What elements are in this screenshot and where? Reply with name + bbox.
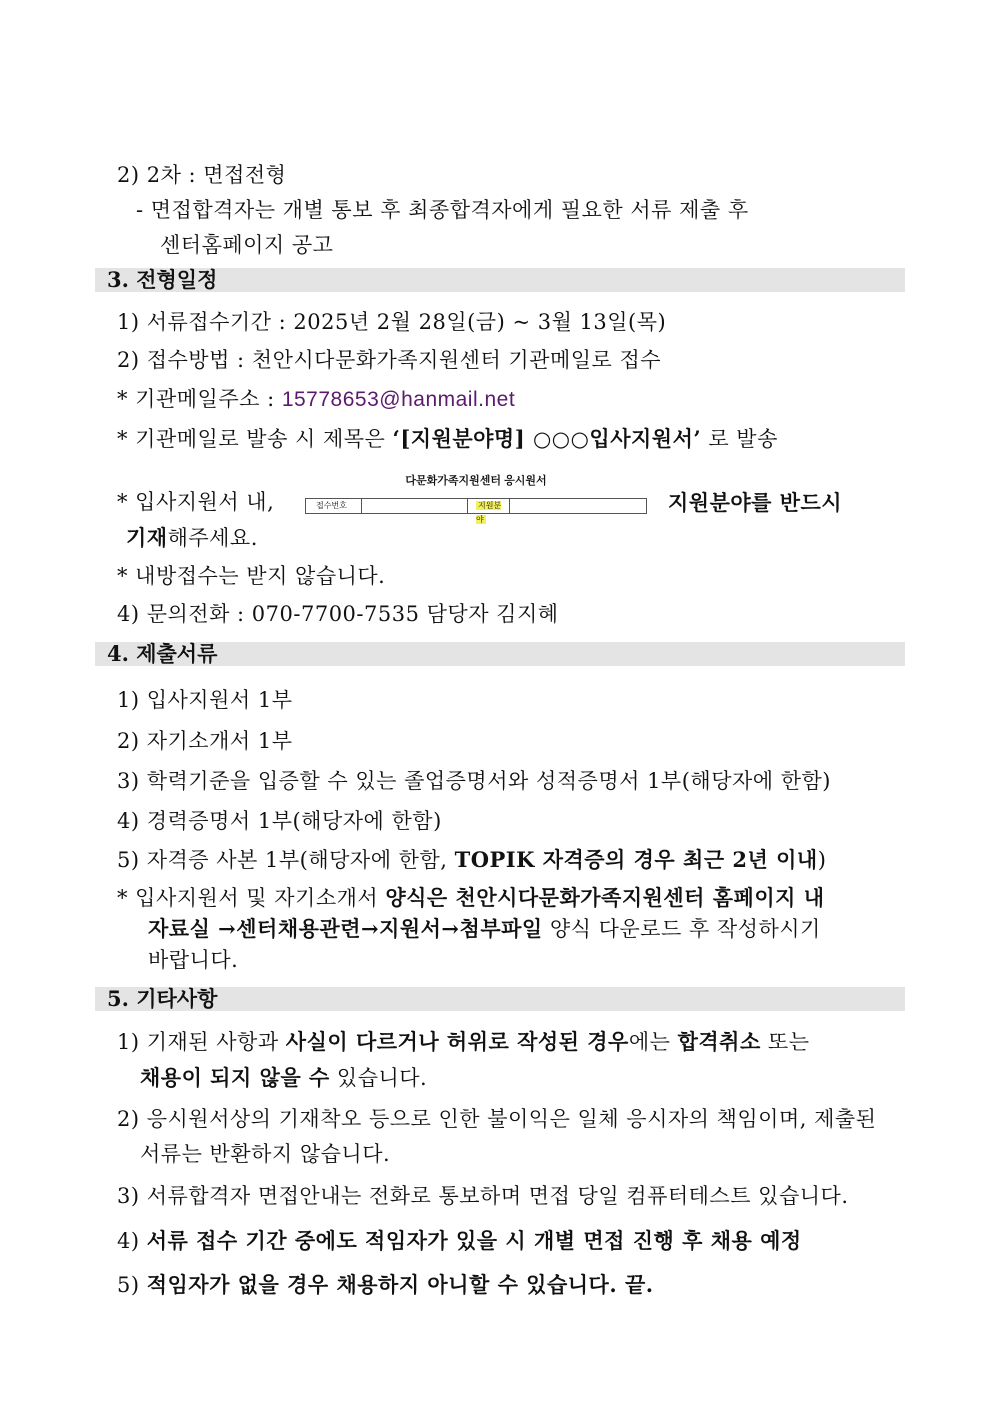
note-rest2: 양식 다운로드 후 작성하시기: [542, 917, 821, 941]
stage2-line2: 센터홈페이지 공고: [160, 233, 334, 257]
subject-suffix: 로 발송: [701, 427, 778, 451]
i4-bold: 서류 접수 기간 중에도 적임자가 있을 시 개별 면접 진행 후 채용 예정: [146, 1228, 802, 1253]
form-cell-empty1: [362, 499, 468, 513]
section5-item2-line1: 2) 응시원서상의 기재착오 등으로 인한 불이익은 일체 응시자의 책임이며, 제출된: [117, 1107, 877, 1131]
mail-label: * 기관메일주소 :: [117, 387, 282, 411]
item5-prefix: 5) 자격증 사본 1부(해당자에 한함,: [117, 848, 455, 872]
stage2-line1: - 면접합격자는 개별 통보 후 최종합격자에게 필요한 서류 제출 후: [136, 198, 749, 222]
section4-item3: 3) 학력기준을 입증할 수 있는 졸업증명서와 성적증명서 1부(해당자에 한함): [117, 769, 831, 793]
form-row: [305, 498, 647, 524]
visit-note: * 내방접수는 받지 않습니다.: [117, 564, 386, 588]
section5-item4: [117, 1228, 802, 1254]
form-cell-field-label: 지원분야: [476, 501, 502, 524]
item5-bold: TOPIK 자격증의 경우 최근 2년 이내: [454, 847, 818, 872]
i1-a: 1) 기재된 사항과: [117, 1030, 286, 1054]
i5-num: 5): [117, 1273, 147, 1297]
form-suffix: 지원분야를 반드시: [668, 490, 843, 515]
application-form-image: [305, 472, 647, 524]
section3-subject-line: [117, 426, 778, 452]
note-prefix: * 입사지원서 및 자기소개서: [117, 886, 386, 910]
section5-item1-line2: [140, 1065, 427, 1091]
section4-note-line3: 바랍니다.: [148, 948, 239, 972]
section4-item1: 1) 입사지원서 1부: [117, 688, 293, 712]
form-cont-rest: 해주세요.: [167, 526, 258, 550]
section4-note-line1: [117, 885, 825, 911]
stage2-heading: 2) 2차 : 면접전형: [117, 163, 287, 187]
form-cont-bold: 기재: [126, 525, 168, 550]
i1-b: 사실이 다르거나 허위로 작성된 경우: [285, 1029, 629, 1054]
section4-item5: [117, 847, 826, 873]
contact-line: 4) 문의전화 : 070-7700-7535 담당자 김지혜: [117, 602, 559, 626]
section3-mail-line: [117, 387, 515, 412]
section5-title: 5. 기타사항: [95, 987, 905, 1011]
i1-line2-rest: 있습니다.: [329, 1066, 428, 1090]
section5-item5: [117, 1272, 654, 1298]
form-cont: [126, 525, 258, 551]
i1-c: 에는: [628, 1030, 678, 1054]
form-cell-empty2: [510, 499, 646, 513]
i1-e: 또는: [760, 1030, 810, 1054]
i5-bold: 적임자가 없을 경우 채용하지 아니할 수 있습니다. 끝.: [146, 1272, 654, 1297]
form-title: 다문화가족지원센터 응시원서: [405, 475, 547, 487]
section3-item2: 2) 접수방법 : 천안시다문화가족지원센터 기관메일로 접수: [117, 348, 662, 372]
i1-d: 합격취소: [677, 1029, 761, 1054]
subject-prefix: * 기관메일로 발송 시 제목은: [117, 427, 393, 451]
subject-bold: ‘[지원분야명] ○○○입사지원서’: [392, 426, 702, 451]
form-prefix: * 입사지원서 내,: [117, 490, 275, 514]
i4-num: 4): [117, 1229, 147, 1253]
section4-note-line2: [148, 916, 821, 942]
section3-item1: 1) 서류접수기간 : 2025년 2월 28일(금) ~ 3월 13일(목): [117, 310, 667, 334]
item5-suffix: ): [817, 848, 827, 872]
section4-item2: 2) 자기소개서 1부: [117, 729, 293, 753]
mail-address[interactable]: 15778653@hanmail.net: [281, 388, 516, 411]
section5-item1-line1: [117, 1029, 810, 1055]
form-cell-field: [468, 499, 510, 524]
i1-line2-bold: 채용이 되지 않을 수: [140, 1065, 330, 1090]
note-bold1: 양식은 천안시다문화가족지원센터 홈페이지 내: [385, 885, 825, 910]
section5-item3: 3) 서류합격자 면접안내는 전화로 통보하며 면접 당일 컴퓨터테스트 있습니다.: [117, 1184, 849, 1208]
section5-item2-line2: 서류는 반환하지 않습니다.: [140, 1142, 391, 1166]
section4-item4: 4) 경력증명서 1부(해당자에 한함): [117, 809, 442, 833]
form-cell-number: 접수번호: [306, 499, 362, 513]
note-bold2: 자료실 →센터채용관련→지원서→첨부파일: [148, 916, 543, 941]
section4-title: 4. 제출서류: [95, 642, 905, 666]
section3-title: 3. 전형일정: [95, 268, 905, 292]
